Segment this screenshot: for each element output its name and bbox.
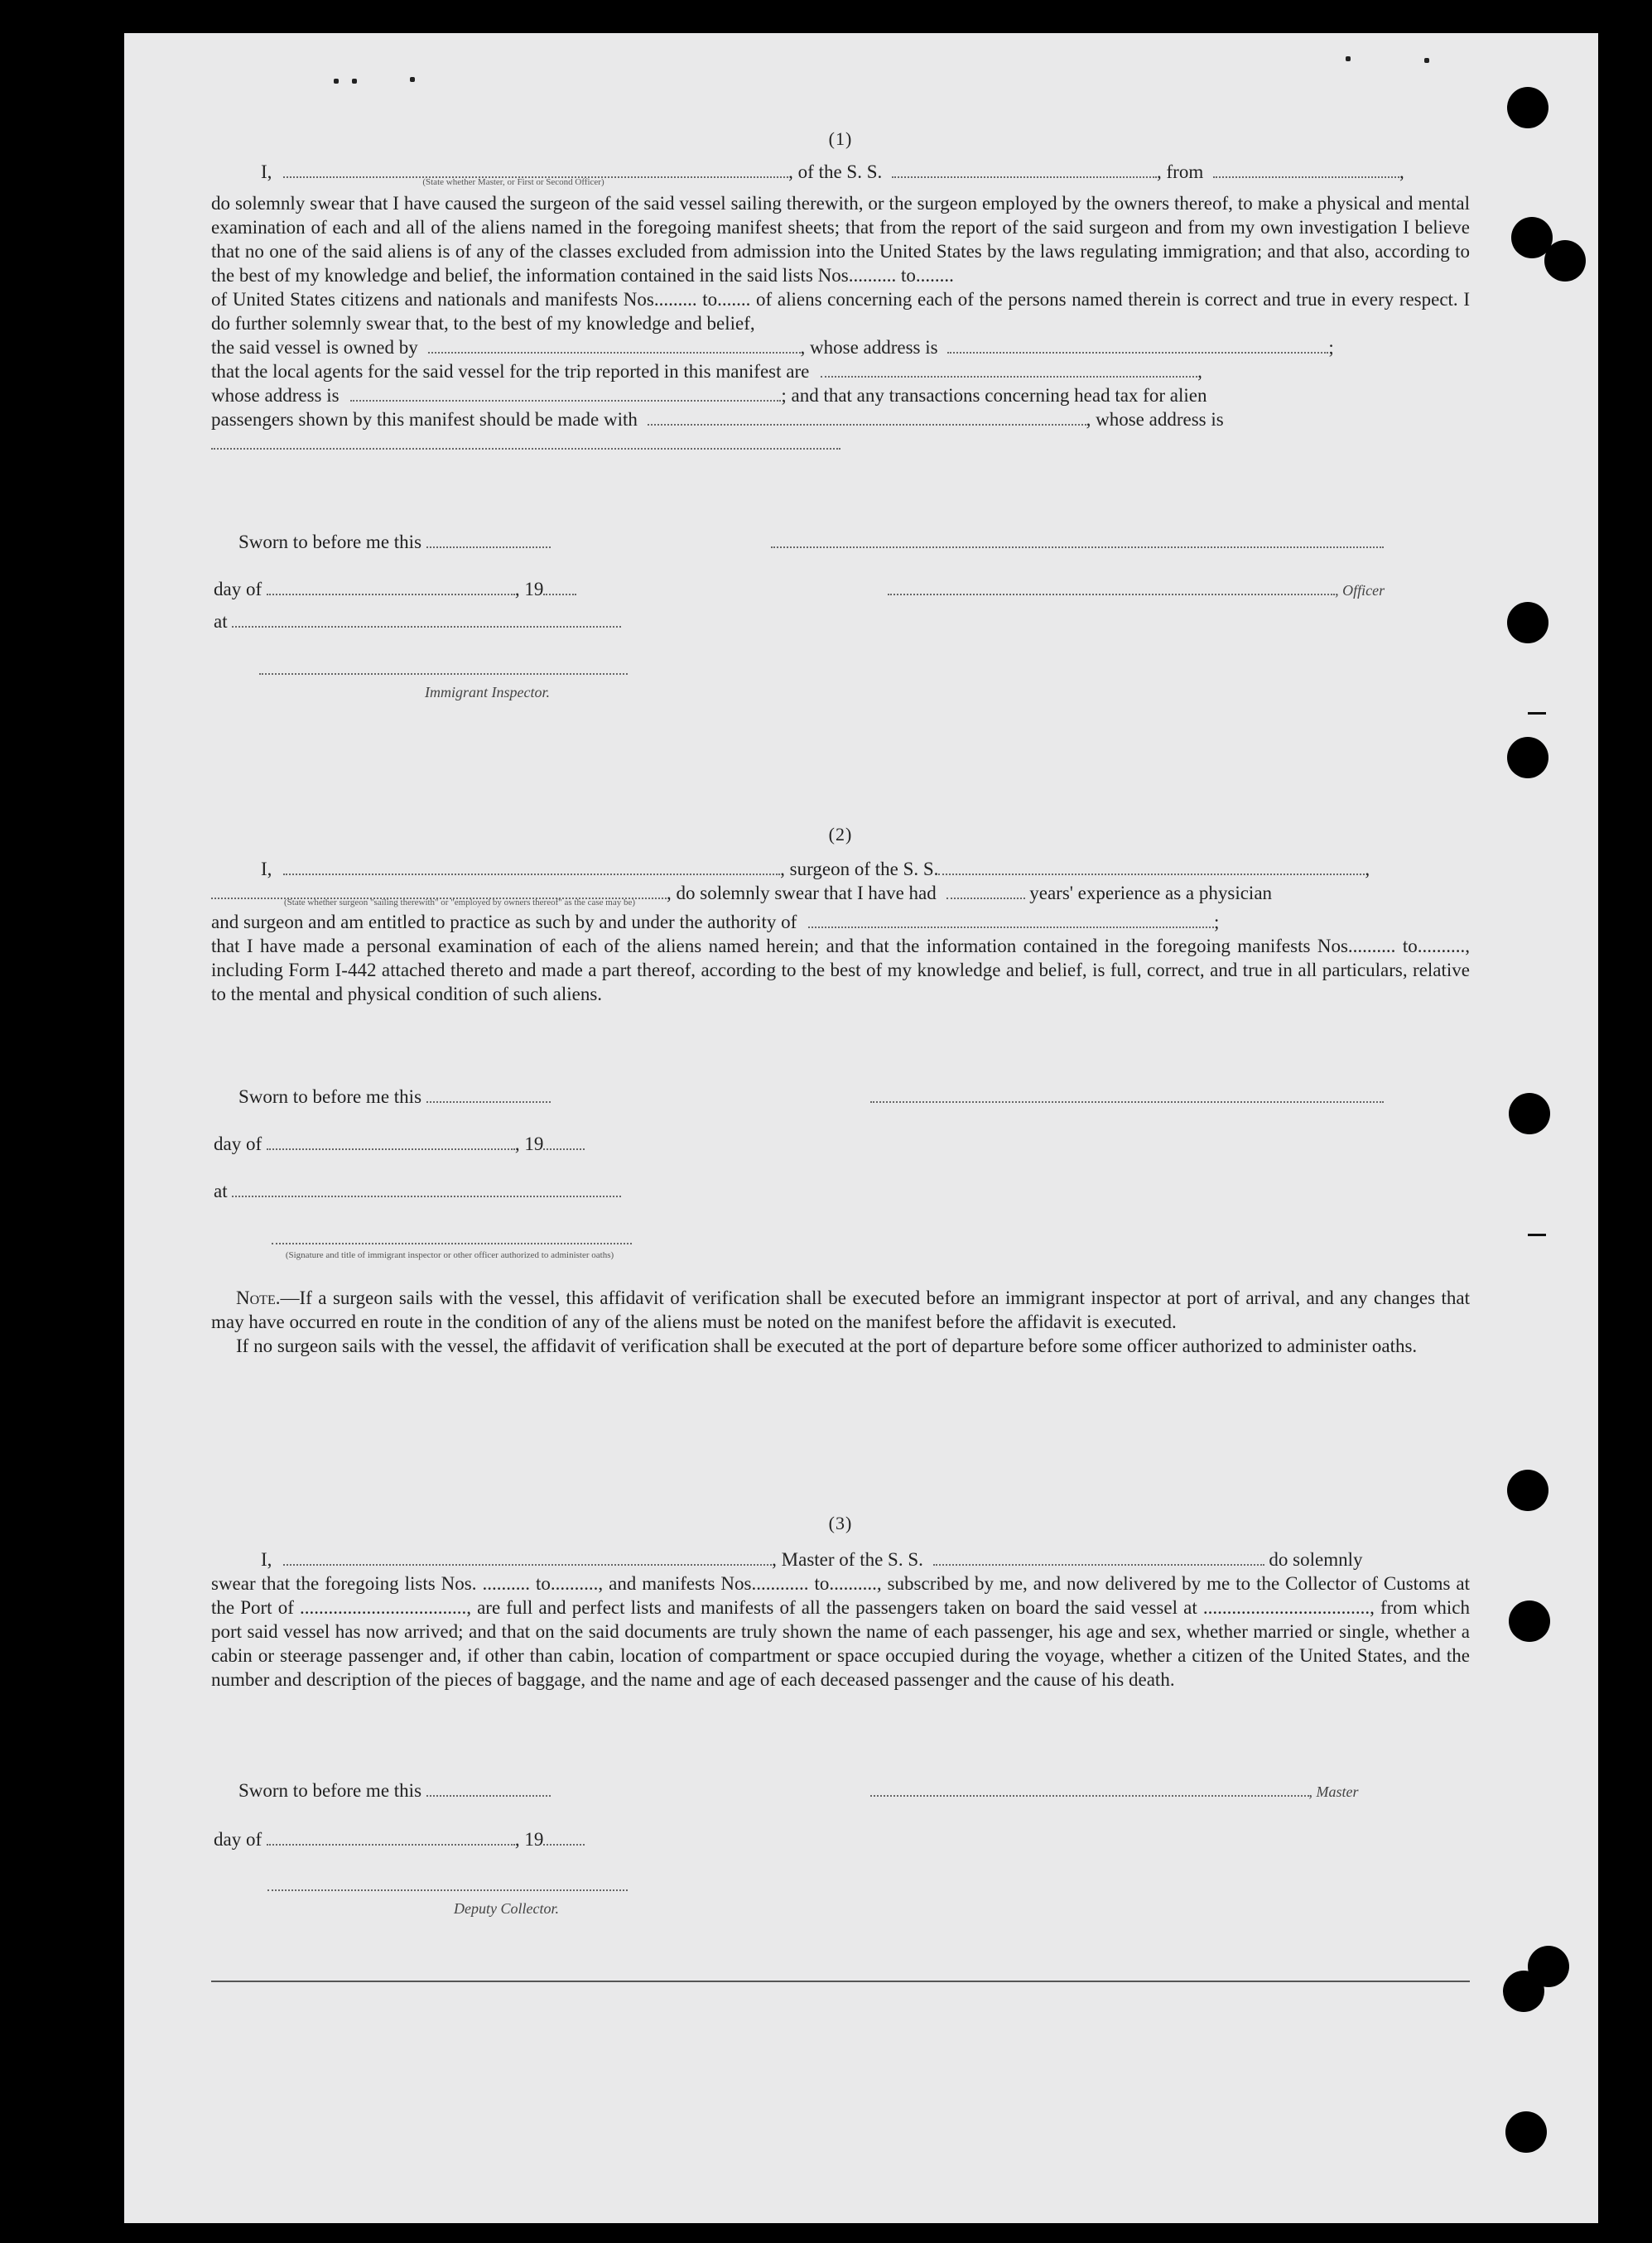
year-field[interactable] <box>543 577 576 595</box>
years-field[interactable] <box>946 881 1025 899</box>
sworn-block-3: Sworn to before me this , Master day of , 19 Deputy Collector. <box>238 1779 1472 1918</box>
day-of-field[interactable] <box>267 1132 515 1150</box>
agents-address-field[interactable] <box>350 383 781 402</box>
punch-hole <box>1507 1470 1548 1511</box>
note-block <box>211 1286 1470 1358</box>
master-signature-field[interactable] <box>870 1779 1309 1797</box>
section-number: (3) <box>828 1513 853 1533</box>
master-vessel-field[interactable] <box>933 1547 1264 1566</box>
agents-field[interactable] <box>821 359 1197 378</box>
day-of-field[interactable] <box>267 1827 515 1846</box>
sworn-date-field[interactable] <box>426 530 551 548</box>
day-of-field[interactable] <box>267 577 515 595</box>
agents-line: that the local agents for the said vessel for the trip reported in this manifest are , <box>211 361 1202 382</box>
year-field[interactable] <box>543 1132 585 1150</box>
surgeon-signature-field[interactable] <box>870 1085 1384 1103</box>
surgeon-body: that I have made a personal examination of each of the aliens named herein; and that the information contained in the foregoing manifests Nos.......... to.........., including Form I-442 attached thereto and made a part thereof, according to the best of my knowledge and belief, is full, correct, and true in all particulars, relative to the mental and physical condition of such aliens. <box>211 936 1470 1004</box>
surgeon-note: (State whether surgeon "sailing therewith" or "employed by owners thereof" as the case may be) <box>283 898 635 907</box>
punch-hole <box>1507 87 1548 128</box>
authority-field[interactable] <box>808 910 1214 928</box>
signature-note: (Signature and title of immigrant inspector or other officer authorized to administer oaths) <box>285 1250 614 1260</box>
sworn-date-field[interactable] <box>426 1779 551 1797</box>
sworn-block-2: Sworn to before me this day of , 19 at (Signature and title of immigrant inspector or other officer authorized to administer oaths) <box>238 1085 1472 1261</box>
section-master-declaration <box>211 1513 1470 1692</box>
surgeon-name-field[interactable] <box>283 857 780 875</box>
speck <box>334 79 339 84</box>
sworn-block-1: Sworn to before me this day of , 19 , Officer at Immigrant Inspector. <box>238 530 1472 701</box>
vessel-field[interactable] <box>892 160 1157 178</box>
at-place-field[interactable] <box>232 609 621 628</box>
punch-hole <box>1503 1971 1544 2012</box>
punch-hole <box>1509 1093 1550 1134</box>
surgeon-status-field[interactable] <box>211 881 667 899</box>
master-line: I, , of the S. S. , from , <box>261 161 1404 182</box>
head-tax-line: passengers shown by this manifest should be made with , whose address is <box>211 409 1224 430</box>
note-label: Note. <box>236 1288 281 1308</box>
head-tax-field[interactable] <box>648 407 1086 426</box>
edge-mark <box>1528 1234 1546 1236</box>
authority-line: and surgeon and am entitled to practice as such by and under the authority of ; <box>211 912 1220 932</box>
section-surgeon-affidavit <box>211 824 1470 1006</box>
punch-hole <box>1509 1600 1550 1642</box>
punch-hole <box>1507 602 1548 643</box>
officer-field[interactable] <box>283 160 788 178</box>
section-master-affidavit <box>211 128 1470 455</box>
punch-hole <box>1505 2111 1547 2153</box>
master-line: I, , Master of the S. S. do solemnly <box>261 1549 1363 1570</box>
officer-name-field[interactable] <box>888 577 1335 595</box>
section-number: (1) <box>828 128 853 149</box>
owner-line: the said vessel is owned by , whose address is ; <box>211 337 1334 358</box>
speck <box>1424 58 1429 63</box>
year-field[interactable] <box>543 1827 585 1846</box>
inspector-signature-field[interactable] <box>272 1226 632 1244</box>
surgeon-line-2: , do solemnly swear that I have had years' experience as a physician <box>211 881 1470 905</box>
section-number: (2) <box>828 824 853 845</box>
oath-body: do solemnly swear that I have caused the surgeon of the said vessel sailing therewith, or the surgeon employed by the owners thereof, to make a physical and mental examination of each and all of the aliens named in the foregoing manifest sheets; that from the report of the said surgeon and from my own investigation I believe that no one of the said aliens is of any of the classes excluded from admission into the United States by the laws regulating immigration; and that also, according to the best of my knowledge and belief, the information contained in the said lists Nos.......... to........ <box>211 193 1470 286</box>
head-tax-address-line <box>211 431 1470 455</box>
note-text-2: If no surgeon sails with the vessel, the affidavit of verification shall be executed at the port of departure before some officer authorized to administer oaths. <box>236 1336 1418 1356</box>
speck <box>352 79 357 84</box>
collector-signature-field[interactable] <box>267 1873 628 1891</box>
declaration-body: swear that the foregoing lists Nos. .......... to.........., and manifests Nos............ to.........., subscribed by me, and now delivered by me to the Collector of Customs at the Port of ..................................., are full and perfect lists and manifests of all the passengers taken on board the said vessel at ..................................., from which port said vessel has now arrived; and that on the said documents are truly shown the name of each passenger, his age and sex, whether married or single, whether a cabin or steerage passenger and, if other than cabin, location of compartment or space occupied during the voyage, whether a citizen of the United States, and the number and description of the pieces of baggage, and the name and age of each deceased passenger and the cause of his death. <box>211 1573 1470 1690</box>
speck <box>410 77 415 82</box>
inspector-signature-field[interactable] <box>259 657 628 675</box>
sworn-date-field[interactable] <box>426 1085 551 1103</box>
surgeon-vessel-field[interactable] <box>938 857 1365 875</box>
oath-body-continued: of United States citizens and nationals and manifests Nos......... to....... of aliens concerning each of the persons named therein is correct and true in every respect. I do further solemnly swear that, to the best of my knowledge and belief, <box>211 289 1470 334</box>
surgeon-line: I, , surgeon of the S. S. , <box>261 859 1370 879</box>
at-place-field[interactable] <box>232 1179 621 1197</box>
agents-address-line: whose address is ; and that any transactions concerning head tax for alien <box>211 385 1207 406</box>
officer-signature-field[interactable] <box>771 530 1384 548</box>
speck <box>1346 56 1351 61</box>
master-name-field[interactable] <box>283 1547 772 1566</box>
punch-hole <box>1544 240 1586 282</box>
from-port-field[interactable] <box>1213 160 1399 178</box>
collector-label: Deputy Collector. <box>454 1900 559 1917</box>
inspector-label: Immigrant Inspector. <box>425 684 550 700</box>
bottom-rule <box>211 1981 1470 1982</box>
edge-mark <box>1528 712 1546 715</box>
officer-note: (State whether Master, or First or Second Officer) <box>422 177 604 187</box>
owner-field[interactable] <box>428 335 801 354</box>
punch-hole <box>1507 737 1548 778</box>
head-tax-address-field[interactable] <box>211 431 840 450</box>
owner-address-field[interactable] <box>947 335 1328 354</box>
note-text: —If a surgeon sails with the vessel, this affidavit of verification shall be executed before an immigrant inspector at port of arrival, and any changes that may have occurred en route in the condition of any of the aliens must be noted on the manifest before the affidavit is executed. <box>211 1288 1470 1332</box>
